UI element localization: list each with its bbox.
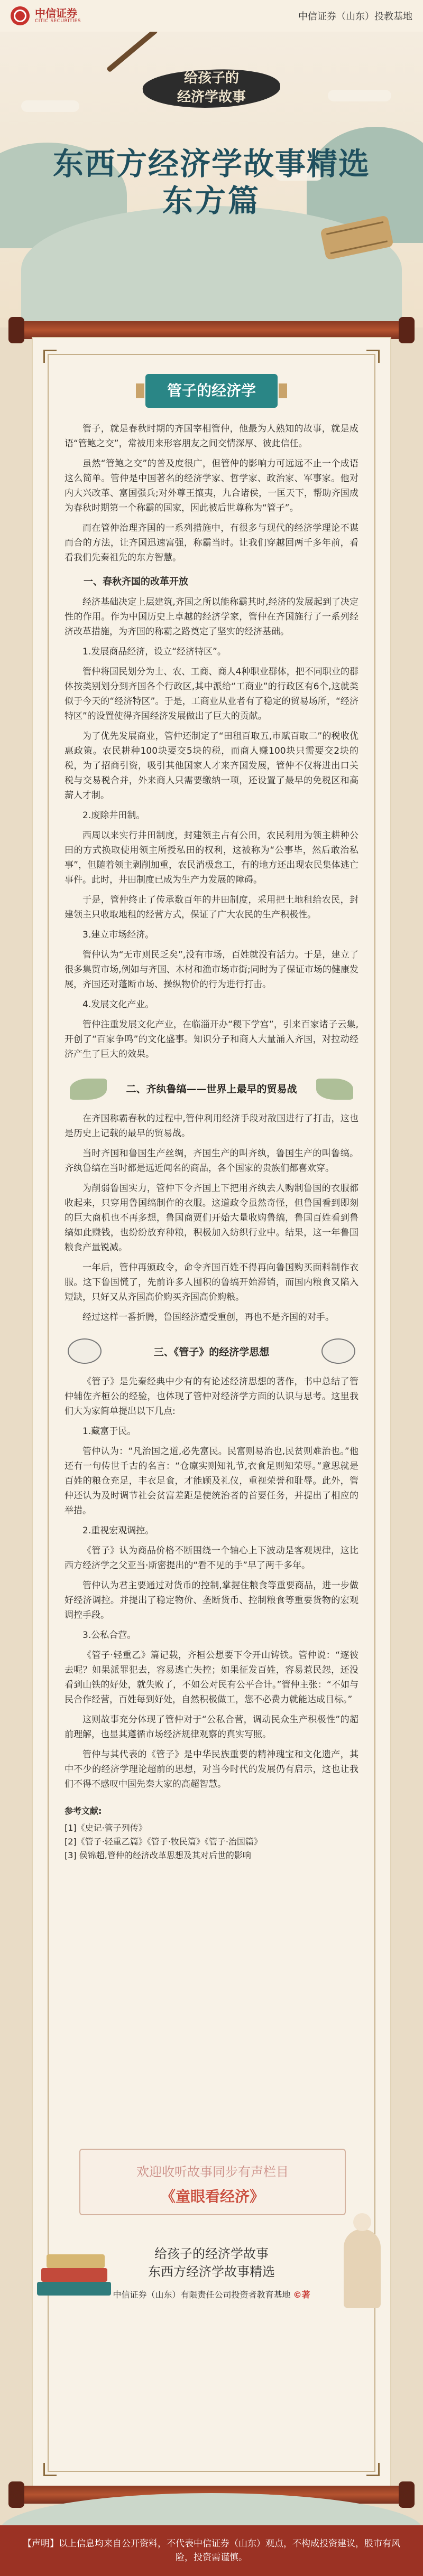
- reference-item: [1]《史记·管子列传》: [65, 1823, 147, 1833]
- corner-ornament: [43, 350, 57, 363]
- section-paragraph: 于是，管仲终止了传承数百年的井田制度，采用把土地租给农民，封建领主只收取地租的经营方式，保证了广大农民的生产积极性。: [65, 895, 358, 920]
- section-paragraph: 2.废除井田制。: [82, 810, 145, 821]
- cloud-illustration: [21, 100, 79, 112]
- scroll-rod-top: [16, 321, 407, 339]
- leaf-ornament-icon: [316, 1079, 353, 1100]
- section-paragraph: 管仲与其代表的《管子》是中华民族重要的精神瑰宝和文化遗产，其中不少的经济学理论超前的思想，对当今时代的发展仍有启示，这也让我们不得不感叹中国先秦大家的高超智慧。: [65, 1749, 358, 1790]
- reference-item: [3] 侯锦超,管仲的经济改革思想及其对后世的影响: [65, 1850, 251, 1860]
- brand-name-cn: 中信证券: [35, 7, 77, 20]
- section-paragraph: 3.建立市场经济。: [82, 930, 154, 940]
- section-paragraph: 为了优先发展商业，管仲还制定了“田租百取五,市赋百取二”的税收优惠政策。农民耕种100块要交5块的税，而商人赚100块只需要交2块的税，为了招商引资，吸引其他国家人才来齐国发展，管仲不仅将进出口关税与交易税合并，外来商人只需要缴纳一项，还设置了最早的免税区和高薪人才制。: [65, 731, 358, 801]
- section-paragraph: 为削弱鲁国实力，管仲下令齐国上下把用齐纨去人购制鲁国的衣服都收起来，只穿用鲁国缟制作的衣服。这道政令虽然奇怪，但鲁国看到即刻的巨大商机也不再多想，鲁国商贾们开始大量收购鲁缟，鲁国百姓看到鲁缟如此赚钱，也纷纷放弃种粮，积极加入纺织行业中。结果，这一年鲁国粮食产量锐减。: [65, 1183, 358, 1253]
- section-paragraph: 在齐国称霸春秋的过程中,管仲利用经济手段对敌国进行了打击，这也是历史上记载的最早的贸易战。: [65, 1113, 358, 1139]
- footer-line-1: 给孩子的经济学故事: [154, 2246, 269, 2261]
- section-paragraph: 当时齐国和鲁国生产丝绸，齐国生产的叫齐纨，鲁国生产的叫鲁缟。齐纨鲁缟在当时都是远近闻名的商品，各个国家的贵族们都喜欢穿。: [65, 1148, 358, 1174]
- section-paragraph: 管仲认为“无市则民乏矣”,没有市场，百姓就没有活力。于是，建立了很多集贸市场,例如与齐国、木材和渔市场市街;同时为了保证市场的健康发展，齐国还对蓬断市场、操纵物价的行为进行打击。: [65, 950, 358, 990]
- footer-org: [0, 2288, 423, 2300]
- audio-promo-box: [79, 2149, 346, 2215]
- article-content: [65, 359, 358, 1862]
- leaf-ornament-icon: [70, 1079, 107, 1100]
- section-paragraph: 这则故事充分体现了管仲对于“公私合营，调动民众生产积极性”的超前理解，也显其遵循市场经济规律观察的真实写照。: [65, 1715, 358, 1740]
- org-name: 中信证券（山东）有限责任公司投资者教育基地: [113, 2290, 291, 2300]
- section-paragraph: 管仲注重发展文化产业，在临淄开办“稷下学宫”，引来百家诸子云集,开创了“百家争鸣”的文化盛事。知识分子和商人大量涌入齐国，对拉动经济产生了巨大的效果。: [65, 1019, 358, 1060]
- references: [65, 1804, 358, 1862]
- page-title: [0, 145, 423, 219]
- intro-paragraph: 管子，就是春秋时期的齐国宰相管仲，他最为人熟知的故事，就是成语“管鲍之交”，常被用来形容朋友之间交情深厚、彼此信任。: [65, 424, 358, 449]
- series-line-2: 经济学故事: [177, 89, 246, 105]
- top-bar: [0, 0, 423, 32]
- title-line-2: 东方篇: [162, 183, 261, 219]
- promo-line-1: 欢迎收听故事同步有声栏目: [136, 2165, 289, 2179]
- intro-paragraph: 虽然“管鲍之交”的普及度很广，但管仲的影响力可远远不止一个成语这么简单。管仲是中国著名的经济学家、哲学家、政治家、军事家。他对内大兴改革、富国强兵;对外尊王攘夷，九合诸侯，一匡天下，帮助齐国成为春秋时期第一个称霸的国家，因此被后世尊称为“管子”。: [65, 458, 358, 513]
- series-line-1: 给孩子的: [183, 70, 239, 86]
- footer-series-title: [0, 2245, 423, 2281]
- section-paragraph: 《管子》是先秦经典中少有的有论述经济思想的著作，书中总结了管仲辅佐齐桓公的经验，也体现了管仲对经济学方面的认识与思考。这里我们大为家简单提出以下几点:: [65, 1376, 358, 1417]
- section-paragraph: 经济基础决定上层建筑,齐国之所以能称霸其时,经济的发展起到了决定性的作用。作为中国历史上卓越的经济学家，管仲在齐国施行了一系列经济改革措施，为齐国的称霸之路奠定了坚实的经济基础。: [65, 597, 358, 637]
- promo-line-2: 《童眼看经济》: [160, 2188, 264, 2205]
- crane-ornament-icon: [321, 1338, 355, 1364]
- brand: [11, 6, 81, 25]
- section-paragraph: 经过这样一番折腾，鲁国经济遭受重创，再也不是齐国的对手。: [82, 1312, 334, 1323]
- copyright-mark: ©著: [293, 2290, 310, 2300]
- section-paragraph: 《管子》认为商品价格不断围绕一个轴心上下波动是客观规律，这比西方经济学之父亚当·斯密提出的“看不见的手”早了两千多年。: [65, 1545, 358, 1571]
- section-heading: 三、《管子》的经济学思想: [153, 1346, 270, 1358]
- citic-logo-icon: [11, 6, 30, 25]
- disclaimer-bar: 【声明】以上信息均来自公开资料，不代表中信证券（山东）观点，不构成投资建议，股市有风险，投资需谨慎。: [0, 2525, 423, 2576]
- cloud-illustration: [328, 90, 391, 101]
- intro-paragraph: 而在管仲治理齐国的一系列措施中，有很多与现代的经济学理论不谋而合的方法，让齐国迅速富强，称霸当时。让我们穿越回两千多年前，看看我们先秦祖先的东方智慧。: [65, 523, 358, 563]
- references-title: 参考文献:: [65, 1806, 102, 1816]
- section-paragraph: 管仲认为：“凡治国之道,必先富民。民富则易治也,民贫则难治也。”他还有一句传世千古的名言：“仓廪实则知礼节,衣食足则知荣辱。”意思就是百姓的粮仓充足，丰衣足食，才能顾及礼仪，重视荣誉和耻辱。此外，管仲还认为及时调节社会贫富差距是使统治者的首要任务，并提出了相应的举措。: [65, 1446, 358, 1516]
- brand-name-en: CITIC SECURITIES: [35, 18, 81, 24]
- section-heading: 二、齐纨鲁缟——世界上最早的贸易战: [126, 1083, 297, 1095]
- section-heading: 一、春秋齐国的改革开放: [84, 576, 188, 587]
- hero-banner: [0, 32, 423, 327]
- footer-line-2: 东西方经济学故事精选: [148, 2264, 275, 2279]
- section-banner: [65, 1073, 358, 1105]
- section-paragraph: 3.公私合营。: [82, 1630, 136, 1641]
- article-badge: 管子的经济学: [145, 374, 278, 408]
- section-paragraph: 管仲将国民划分为士、农、工商、商人4种职业群体，把不同职业的群体按类别划分到齐国各个行政区,其中派给“工商业”的行政区有6个,这就类似于今天的“经济特区”。于是，工商业从业者有了稳定的贸易场所，“经济特区”的设置使得齐国经济发展做出了巨大的贡献。: [65, 667, 358, 722]
- series-label: [143, 59, 280, 112]
- section-paragraph: 4.发展文化产业。: [82, 999, 154, 1010]
- section-paragraph: 1.发展商品经济，设立“经济特区”。: [82, 647, 226, 657]
- reference-item: [2]《管子·轻重乙篇》《管子·牧民篇》《管子·治国篇》: [65, 1837, 262, 1847]
- section-paragraph: 西周以来实行井田制度，封建领主占有公田，农民利用为领主耕种公田的方式换取使用领主所授私田的权利，这被称为“公事毕，然后敢治私事”，但随着领主剥削加重，农民消极怠工，有的地方还出现农民集体逃亡事件。此时，井田制度已成为生产力发展的障碍。: [65, 830, 358, 885]
- title-line-1: 东西方经济学故事精选: [52, 146, 370, 182]
- section-paragraph: 1.藏富于民。: [82, 1426, 136, 1437]
- base-name: 中信证券（山东）投教基地: [298, 11, 412, 22]
- footer-scene: [0, 2134, 423, 2483]
- crane-ornament-icon: [68, 1338, 102, 1364]
- section-banner: [65, 1336, 358, 1368]
- section-paragraph: 《管子·轻重乙》篇记载，齐桓公想要下令开山铸铁。管仲说：“逐彼去呢？如果派罪犯去，容易逃亡失控；如果征发百姓，容易惹民怨，还没看到山铁的好处，就失败了，不如公对民有公平合计。”管仲主张：“不如与民合作经营，百姓每到好处，自然积极做工，您不必费力就能达成目标。”: [65, 1650, 358, 1705]
- section-paragraph: 2.重视宏观调控。: [82, 1525, 154, 1536]
- section-paragraph: 一年后，管仲再颁政令，命令齐国百姓不得再向鲁国购买面料制作衣服。这下鲁国慌了，先前许多人囤积的鲁缟开始滞销，而国内粮食又陷入短缺，只好又从齐国高价购买齐国高价购粮。: [65, 1262, 358, 1303]
- corner-ornament: [366, 350, 380, 363]
- section-paragraph: 管仲认为君主要通过对货币的控制,掌握住粮食等重要商品，进一步做好经济调控。并提出了稳定物价、垄断货币、控制粮食等重要货物的宏观调控手段。: [65, 1580, 358, 1620]
